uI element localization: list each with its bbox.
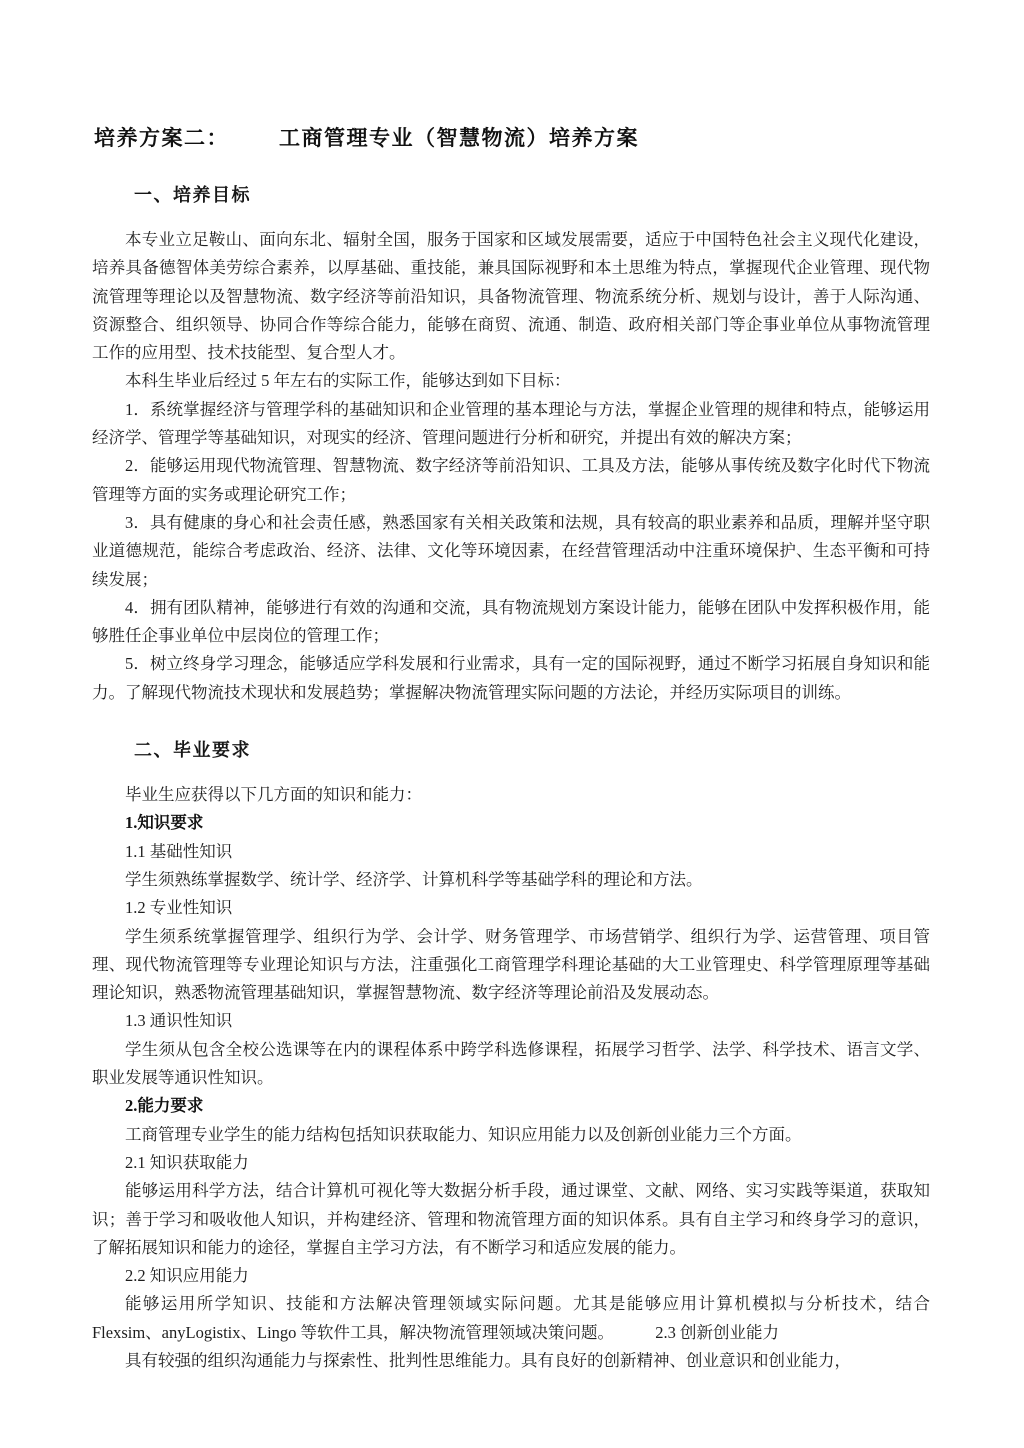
para-subhead-general-knowledge: 1.3 通识性知识 xyxy=(125,1011,233,1031)
para-requirements-intro: 毕业生应获得以下几方面的知识和能力： xyxy=(125,785,422,805)
para-subhead-knowledge-application: 2.2 知识应用能力 xyxy=(125,1266,249,1286)
para-subhead-knowledge-acquisition: 2.1 知识获取能力 xyxy=(125,1152,249,1172)
para-knowledge-requirements-label: 1.知识要求 xyxy=(125,813,204,833)
para-ability-intro: 工商管理专业学生的能力结构包括知识获取能力、知识应用能力以及创新创业能力三个方面。 xyxy=(125,1124,802,1144)
para-program-overview: 本专业立足鞍山、面向东北、辐射全国，服务于国家和区域发展需要，适应于中国特色社会主义现代化建设，培养具备德智体美劳综合素养，以厚基础、重技能，兼具国际视野和本土思维为特点，掌握现代企业管理、现代物流管理等理论以及智慧物流、数字经济等前沿知识，具备物流管理、物流系统分析、规划与设计，善于人际沟通、资源整合、组织领导、协同合作等综合能力，能够在商贸、流通、制造、政府相关部门等企事业单位从事物流管理工作的应用型、技术技能型、复合型人才。 xyxy=(92,230,930,363)
para-goal-1: 1．系统掌握经济与管理学科的基础知识和企业管理的基本理论与方法，掌握企业管理的规律和特点，能够运用经济学、管理学等基础知识，对现实的经济、管理问题进行分析和研究，并提出有效的解决方案； xyxy=(92,399,930,448)
para-goal-4: 4．拥有团队精神，能够进行有效的沟通和交流，具有物流规划方案设计能力，能够在团队中发挥积极作用，能够胜任企事业单位中层岗位的管理工作； xyxy=(92,597,930,646)
para-goal-2: 2．能够运用现代物流管理、智慧物流、数字经济等前沿知识、工具及方法，能够从事传统及数字化时代下物流管理等方面的实务或理论研究工作； xyxy=(92,456,930,504)
document-title-label: 培养方案二： xyxy=(94,127,229,150)
para-knowledge-acquisition-body: 能够运用科学方法，结合计算机可视化等大数据分析手段，通过课堂、文献、网络、实习实践等渠道，获取知识；善于学习和吸收他人知识，并构建经济、管理和物流管理方面的知识体系。具有自主学习和终身学习的意识，了解拓展知识和能力的途径，掌握自主学习方法，有不断学习和适应发展的能力。 xyxy=(92,1181,930,1257)
para-subhead-basic-knowledge: 1.1 基础性知识 xyxy=(125,841,233,861)
para-basic-knowledge-body: 学生须熟练掌握数学、统计学、经济学、计算机科学等基础学科的理论和方法。 xyxy=(125,869,703,889)
para-subhead-professional-knowledge: 1.2 专业性知识 xyxy=(125,898,233,918)
document-title-main: 工商管理专业（智慧物流）培养方案 xyxy=(279,127,639,150)
document-title xyxy=(94,122,930,152)
para-goal-5: 5．树立终身学习理念，能够适应学科发展和行业需求，具有一定的国际视野，通过不断学习拓展自身知识和能力。了解现代物流技术现状和发展趋势；掌握解决物流管理实际问题的方法论，并经历实际项目的训练。 xyxy=(92,654,930,702)
para-graduate-goals-intro: 本科生毕业后经过 5 年左右的实际工作，能够达到如下目标： xyxy=(125,371,571,391)
section-heading-graduation-requirements: 二、毕业要求 xyxy=(134,740,251,761)
para-innovation-ability-body: 具有较强的组织沟通能力与探索性、批判性思维能力。具有良好的创新精神、创业意识和创业能力， xyxy=(125,1350,851,1370)
section-heading-training-objectives: 一、培养目标 xyxy=(134,185,251,205)
para-professional-knowledge-body: 学生须系统掌握管理学、组织行为学、会计学、财务管理学、市场营销学、组织行为学、运营管理、项目管理、现代物流管理等专业理论知识与方法，注重强化工商管理学科理论基础的大工业管理史、科学管理原理等基础理论知识，熟悉物流管理基础知识，掌握智慧物流、数字经济等理论前沿及发展动态。 xyxy=(92,926,930,1003)
para-knowledge-application-body: 能够运用所学知识、技能和方法解决管理领域实际问题。尤其是能够应用计算机模拟与分析技术，结合 Flexsim、anyLogistix、Lingo 等软件工具，解决物流管理领域决策问题。 2.3 创新创业能力 xyxy=(92,1294,930,1342)
para-goal-3: 3．具有健康的身心和社会责任感，熟悉国家有关相关政策和法规，具有较高的职业素养和品质，理解并坚守职业道德规范，能综合考虑政治、经济、法律、文化等环境因素，在经营管理活动中注重环境保护、生态平衡和可持续发展； xyxy=(92,512,930,589)
para-ability-requirements-label: 2.能力要求 xyxy=(125,1096,204,1116)
para-general-knowledge-body: 学生须从包含全校公选课等在内的课程体系中跨学科选修课程，拓展学习哲学、法学、科学技术、语言文学、职业发展等通识性知识。 xyxy=(92,1039,930,1088)
